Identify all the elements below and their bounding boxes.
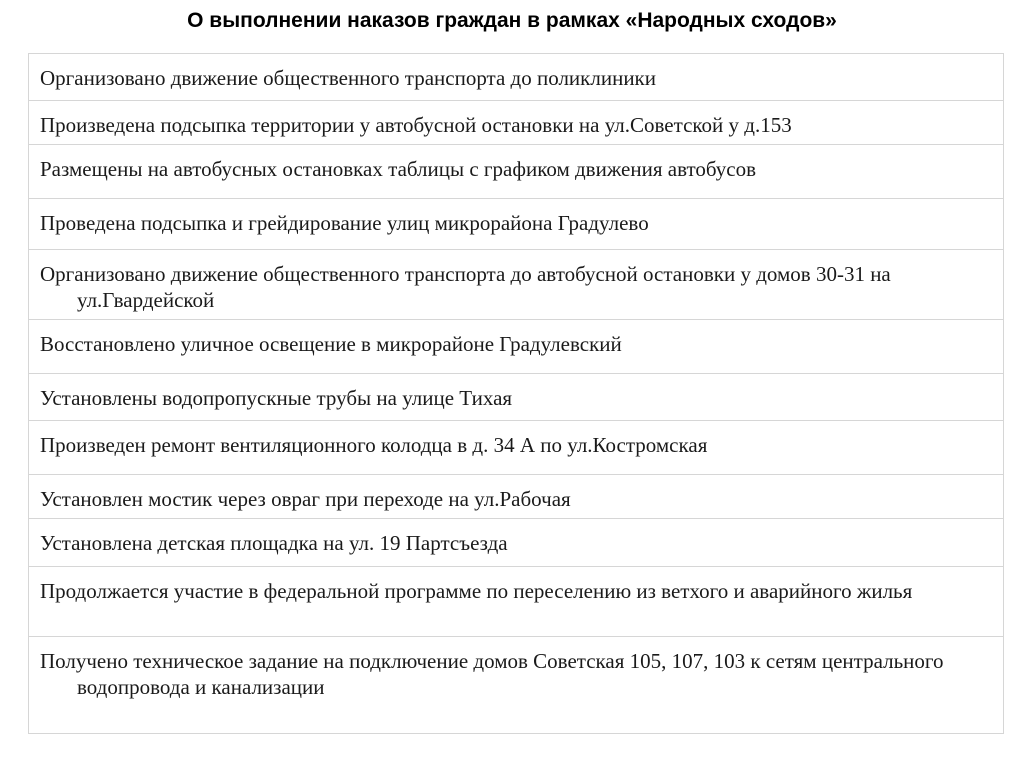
table-row: [29, 145, 1004, 199]
table-cell: [29, 320, 1004, 374]
item-text: Установлен мостик через овраг при переходе на ул.Рабочая: [40, 487, 571, 511]
table-row: [29, 101, 1004, 145]
slide-title: О выполнении наказов граждан в рамках «Народных сходов»: [187, 9, 837, 32]
table-cell: [29, 421, 1004, 475]
table-row: [29, 54, 1004, 101]
table-cell: [29, 145, 1004, 199]
table-row: [29, 519, 1004, 567]
table-cell: [29, 637, 1004, 734]
table-row: [29, 475, 1004, 519]
item-text: Организовано движение общественного транспорта до поликлиники: [40, 66, 656, 90]
table-cell: [29, 567, 1004, 637]
item-text: Проведена подсыпка и грейдирование улиц микрорайона Градулево: [40, 211, 649, 235]
table-row: [29, 320, 1004, 374]
item-text: Установлены водопропускные трубы на улице Тихая: [40, 386, 513, 410]
item-text: Продолжается участие в федеральной программе по переселению из ветхого и аварийного жилья: [40, 579, 913, 603]
table-row: [29, 567, 1004, 637]
table-row: [29, 421, 1004, 475]
table-row: [29, 374, 1004, 421]
items-table: [28, 53, 1004, 734]
item-text: Организовано движение общественного транспорта до автобусной остановки у домов 30-31 на ул.Гвардейской: [40, 262, 891, 312]
table-cell: [29, 54, 1004, 101]
item-text: Произведена подсыпка территории у автобусной остановки на ул.Советской у д.153: [40, 113, 792, 137]
table-row: [29, 199, 1004, 250]
table-cell: [29, 199, 1004, 250]
item-text: Установлена детская площадка на ул. 19 Партсъезда: [40, 531, 508, 555]
table-cell: [29, 519, 1004, 567]
item-text: Получено техническое задание на подключение домов Советская 105, 107, 103 к сетям центрального водопровода и канализации: [40, 649, 944, 699]
table-cell: [29, 475, 1004, 519]
table-row: [29, 250, 1004, 320]
item-text: Восстановлено уличное освещение в микрорайоне Градулевский: [40, 332, 622, 356]
item-text: Размещены на автобусных остановках таблицы с графиком движения автобусов: [40, 157, 756, 181]
item-text: Произведен ремонт вентиляционного колодца в д. 34 А по ул.Костромская: [40, 433, 708, 457]
table-cell: [29, 101, 1004, 145]
table-row: [29, 637, 1004, 734]
table-cell: [29, 250, 1004, 320]
table-cell: [29, 374, 1004, 421]
